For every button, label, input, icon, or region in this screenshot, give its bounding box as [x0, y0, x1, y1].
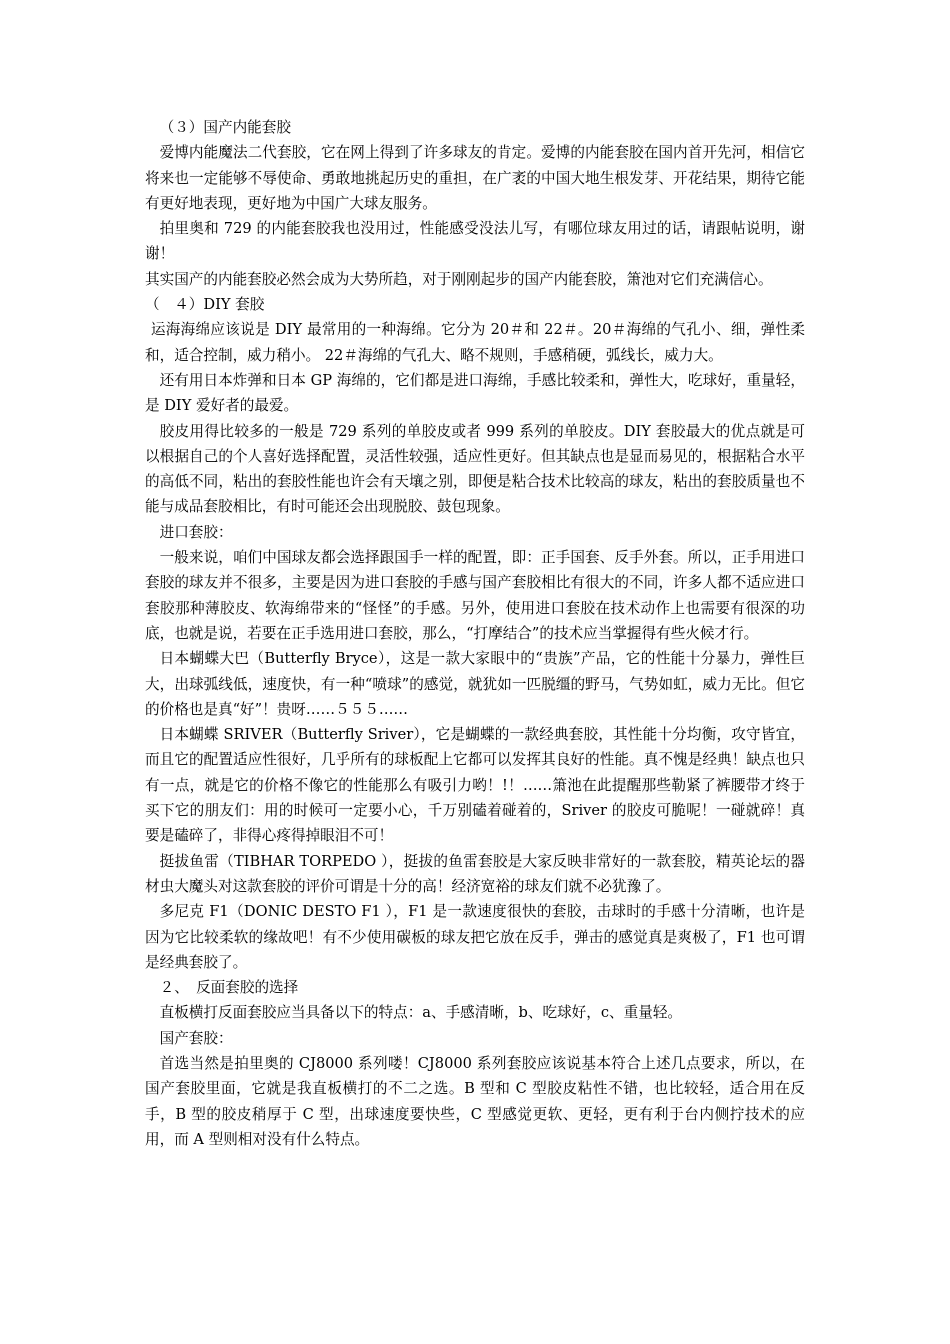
- heading-domestic-rubber: 国产套胶：: [159, 1029, 233, 1047]
- paragraph-butterfly-sriver: 日本蝴蝶 SRIVER（Butterfly Sriver），它是蝴蝶的一款经典套胶，其性能十分均衡，攻守皆宜，而且它的配置适应性很好，几乎所有的球板配上它都可以发挥其良好的性能。真不愧是经典！缺点也只有一点，就是它的价格不像它的性能那么有吸引力哟！!！……箫池在此提醒那些勒紧了裤腰带才终于买下它的朋友们：用的时候可一定要小心，千万别磕着碰着的，Sriver 的胶皮可脆呢！一碰就碎！真要是磕碎了，非得心疼得掉眼泪不可！: [145, 726, 805, 845]
- paragraph-confidence: 其实国产的内能套胶必然会成为大势所趋，对于刚刚起步的国产内能套胶，箫池对它们充满信心。: [145, 270, 773, 288]
- heading-imported: 进口套胶：: [159, 523, 233, 541]
- paragraph-donic-f1: 多尼克 F1（DONIC DESTO F1 ），F1 是一款速度很快的套胶，击球时的手感十分清晰，也许是因为它比较柔软的缘故吧！有不少使用碳板的球友把它放在反手，弹击的感觉真是爽极了，F1 也可谓是经典套胶了。: [145, 903, 805, 971]
- heading-domestic-inner-energy: （３）国产内能套胶: [159, 119, 291, 136]
- paragraph-palio-729: 拍里奥和 729 的内能套胶我也没用过，性能感受没法儿写，有哪位球友用过的话，请跟帖说明，谢谢！: [145, 220, 805, 263]
- heading-backhand-choice: ２、 反面套胶的选择: [159, 979, 299, 997]
- paragraph-japanese-sponge: 还有用日本炸弹和日本 GP 海绵的，它们都是进口海绵，手感比较柔和，弹性大，吃球好，重量轻，是 DIY 爱好者的最爱。: [145, 371, 805, 415]
- paragraph-imported-general: 一般来说，咱们中国球友都会选择跟国手一样的配置，即：正手国套、反手外套。所以，正手用进口套胶的球友并不很多，主要是因为进口套胶的手感与国产套胶相比有很大的不同，许多人都不适应进口套胶那种薄胶皮、软海绵带来的“怪怪”的手感。另外，使用进口套胶在技术动作上也需要有很深的功底，也就是说，若要在正手选用进口套胶，那么，“打摩结合”的技术应当掌握得有些火候才行。: [145, 549, 805, 642]
- paragraph-aibo: 爱博内能魔法二代套胶，它在网上得到了许多球友的肯定。爱博的内能套胶在国内首开先河，相信它将来也一定能够不辱使命、勇敢地挑起历史的重担，在广袤的中国大地生根发芽、开花结果，期待它能有更好地表现，更好地为中国广大球友服务。: [145, 144, 805, 212]
- heading-diy: （ ４）DIY 套胶: [145, 296, 265, 314]
- paragraph-yunhai-sponge: 运海海绵应该说是 DIY 最常用的一种海绵。它分为 20＃和 22＃。20＃海绵的气孔小、细，弹性柔和，适合控制，威力稍小。 22＃海绵的气孔大、略不规则，手感稍硬，弧线长，威力大。: [145, 321, 805, 364]
- paragraph-rubber-choice: 胶皮用得比较多的一般是 729 系列的单胶皮或者 999 系列的单胶皮。DIY 套胶最大的优点就是可以根据自己的个人喜好选择配置，灵活性较强，适应性更好。但其缺点也是显而易见的，根据粘合水平的高低不同，粘出的套胶性能也许会有天壤之别，即便是粘合技术比较高的球友，粘出的套胶质量也不能与成品套胶相比，有时可能还会出现脱胶、鼓包现象。: [145, 422, 805, 516]
- paragraph-backhand-features: 直板横打反面套胶应当具备以下的特点：a、手感清晰，b、吃球好，c、重量轻。: [159, 1004, 683, 1022]
- paragraph-cj8000: 首选当然是拍里奥的 CJ8000 系列喽！CJ8000 系列套胶应该说基本符合上述几点要求，所以，在国产套胶里面，它就是我直板横打的不二之选。B 型和 C 型胶皮粘性不错，也比较轻，适合用在反手，B 型的胶皮稍厚于 C 型，出球速度要快些，C 型感觉更软、更轻，更有利于台内侧拧技术的应用，而 A 型则相对没有什么特点。: [145, 1054, 805, 1148]
- document-body: [145, 115, 805, 1152]
- paragraph-butterfly-bryce: 日本蝴蝶大巴（Butterfly Bryce），这是一款大家眼中的“贵族”产品，它的性能十分暴力，弹性巨大，出球弧线低，速度快，有一种“喷球”的感觉，就犹如一匹脱缰的野马，气势如虹，威力无比。但它的价格也是真“好”！贵呀……５５５……: [145, 650, 805, 718]
- paragraph-tibhar-torpedo: 挺拔鱼雷（TIBHAR TORPEDO ），挺拔的鱼雷套胶是大家反映非常好的一款套胶，精英论坛的器材虫大魔头对这款套胶的评价可谓是十分的高！经济宽裕的球友们就不必犹豫了。: [145, 852, 805, 895]
